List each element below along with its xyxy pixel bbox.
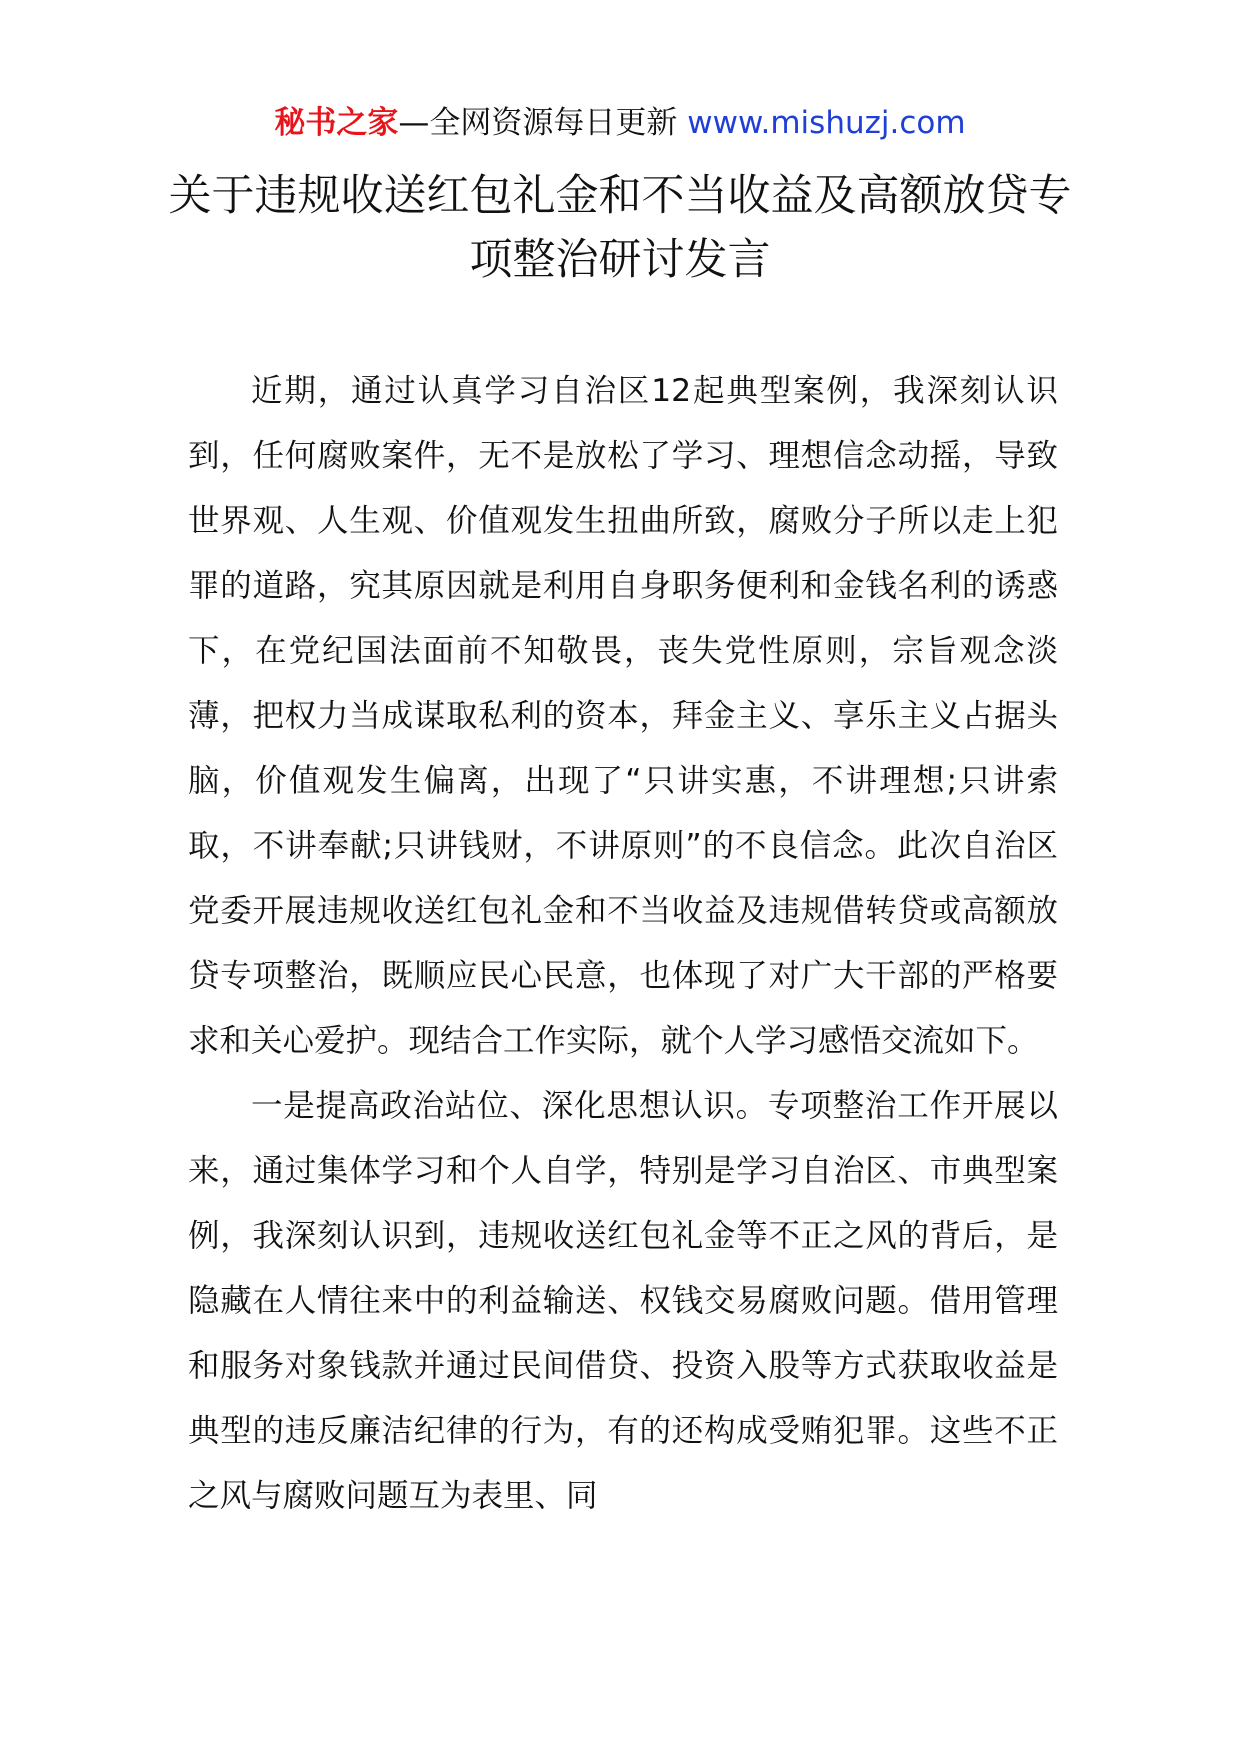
header-tagline: —全网资源每日更新 — [398, 105, 688, 141]
site-url[interactable]: www.mishuzj.com — [687, 105, 966, 141]
document-body — [188, 359, 1058, 1529]
site-header — [0, 100, 1240, 146]
paragraph-intro: 近期，通过认真学习自治区12起典型案例，我深刻认识到，任何腐败案件，无不是放松了学习、理想信念动摇，导致世界观、人生观、价值观发生扭曲所致，腐败分子所以走上犯罪的道路，究其原因就是利用自身职务便利和金钱名利的诱惑下，在党纪国法面前不知敬畏，丧失党性原则，宗旨观念淡薄，把权力当成谋取私利的资本，拜金主义、享乐主义占据头脑，价值观发生偏离，出现了“只讲实惠，不讲理想;只讲索取，不讲奉献;只讲钱财，不讲原则”的不良信念。此次自治区党委开展违规收送红包礼金和不当收益及违规借转贷或高额放贷专项整治，既顺应民心民意，也体现了对广大干部的严格要求和关心爱护。现结合工作实际，就个人学习感悟交流如下。 — [188, 373, 1058, 1059]
brand-name: 秘书之家 — [274, 105, 399, 141]
document-title: 关于违规收送红包礼金和不当收益及高额放贷专项整治研讨发言 — [168, 171, 1072, 285]
paragraph-point-one: 一是提高政治站位、深化思想认识。专项整治工作开展以来，通过集体学习和个人自学，特别是学习自治区、市典型案例，我深刻认识到，违规收送红包礼金等不正之风的背后，是隐藏在人情往来中的利益输送、权钱交易腐败问题。借用管理和服务对象钱款并通过民间借贷、投资入股等方式获取收益是典型的违反廉洁纪律的行为，有的还构成受贿犯罪。这些不正之风与腐败问题互为表里、同 — [188, 1088, 1058, 1514]
